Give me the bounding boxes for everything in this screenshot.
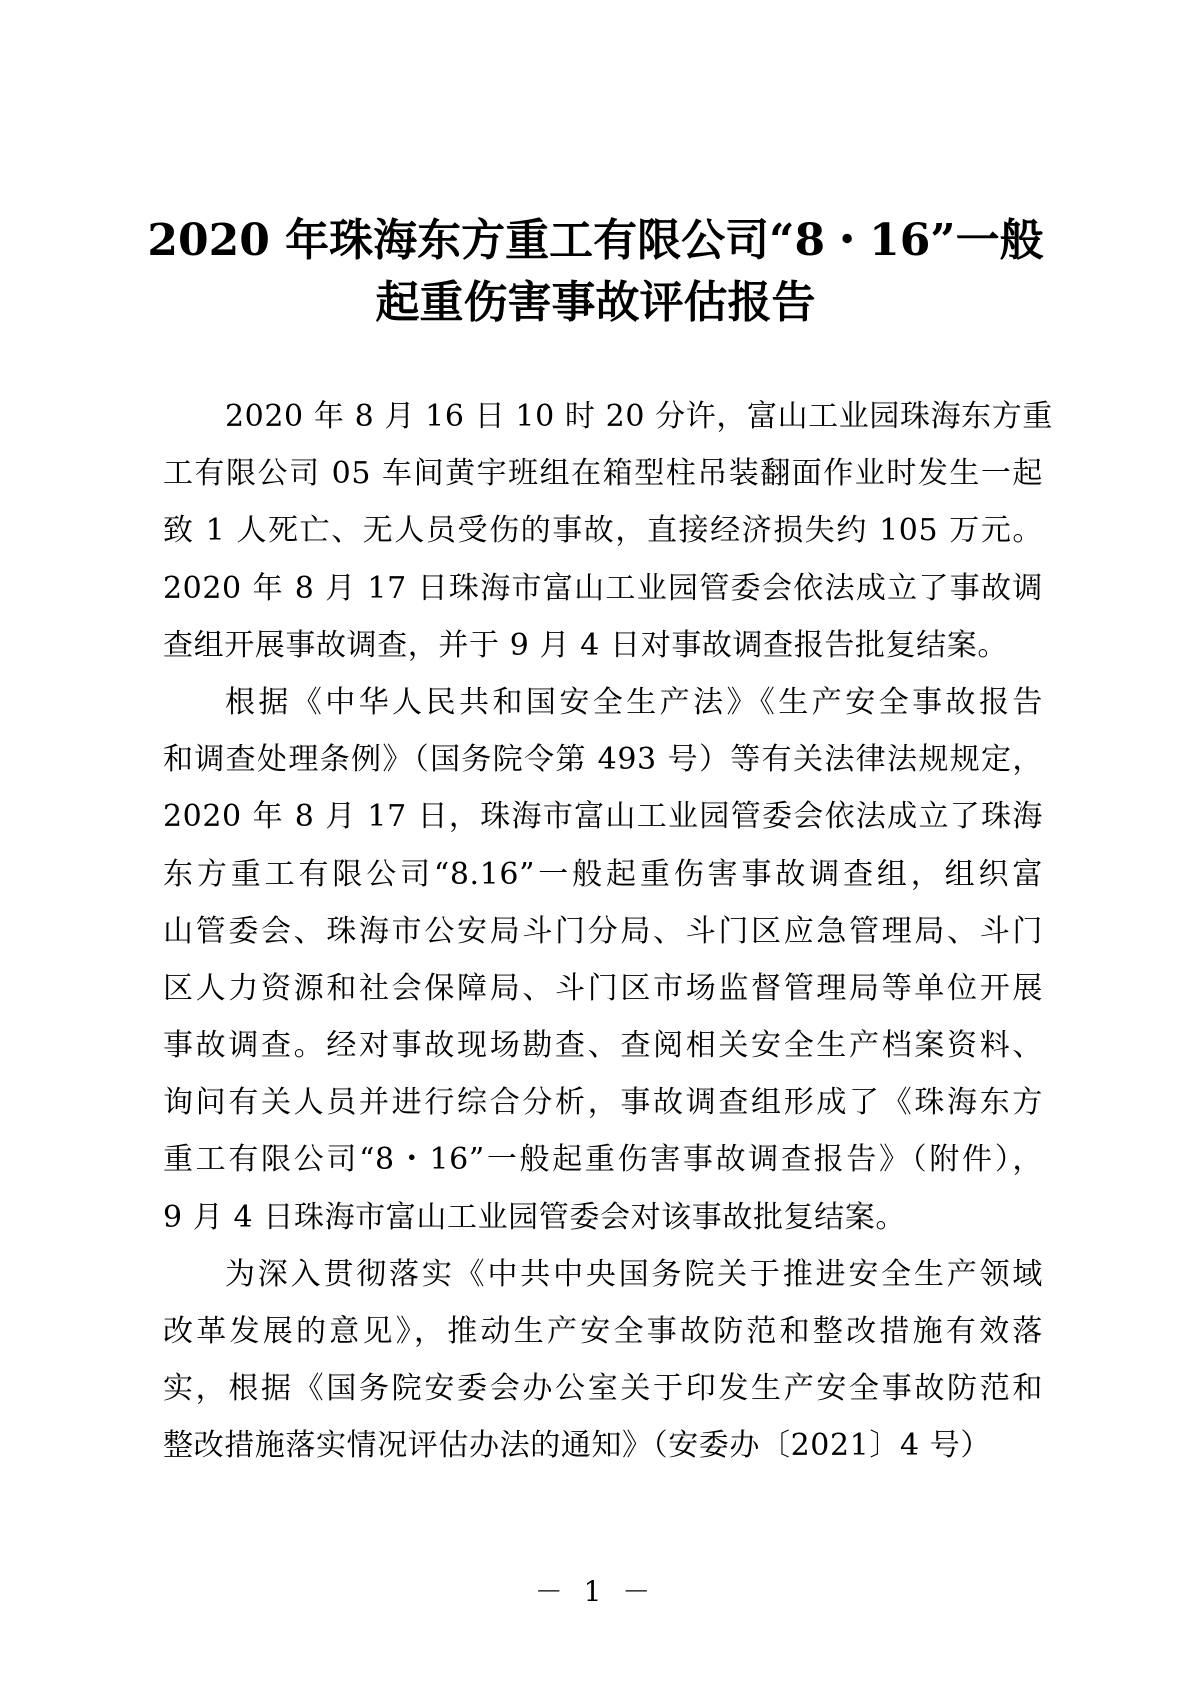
paragraph-1-line-5: 查组开展事故调查，并于 9 月 4 日对事故调查报告批复结案。 (163, 627, 1008, 663)
paragraph-2-line-5: 山管委会、珠海市公安局斗门分局、斗门区应急管理局、斗门 (163, 913, 1043, 949)
document-body (163, 388, 1053, 1475)
paragraph-1-line-3: 致 1 人死亡、无人员受伤的事故，直接经济损失约 105 万元。 (163, 513, 1043, 549)
paragraph-1-line-4: 2020 年 8 月 17 日珠海市富山工业园管委会依法成立了事故调 (163, 570, 1043, 606)
paragraph-1-line-1: 2020 年 8 月 16 日 10 时 20 分许，富山工业园珠海东方重 (225, 399, 1053, 434)
paragraph-2-line-4: 东方重工有限公司“8.16”一般起重伤害事故调查组，组织富 (163, 856, 1043, 892)
paragraph-3-line-3: 实，根据《国务院安委会办公室关于印发生产安全事故防范和 (163, 1371, 1043, 1407)
paragraph-2-line-10: 9 月 4 日珠海市富山工业园管委会对该事故批复结案。 (163, 1199, 906, 1235)
paragraph-2-line-7: 事故调查。经对事故现场勘查、查阅相关安全生产档案资料、 (163, 1028, 1043, 1064)
paragraph-2-line-1: 根据《中华人民共和国安全生产法》《生产安全事故报告 (225, 684, 1043, 720)
paragraph-2-line-2: 和调查处理条例》（国务院令第 493 号）等有关法律法规规定， (163, 742, 1043, 778)
page-number: － 1 － (534, 1575, 657, 1608)
paragraph-2-line-6: 区人力资源和社会保障局、斗门区市场监督管理局等单位开展 (163, 970, 1043, 1006)
paragraph-2-line-9: 重工有限公司“8・16”一般起重伤害事故调查报告》（附件）， (163, 1142, 1043, 1178)
title-line-1: 2020 年珠海东方重工有限公司“8・16”一般 (147, 215, 1044, 266)
page-title (120, 210, 1071, 334)
paragraph-1-line-2: 工有限公司 05 车间黄宇班组在箱型柱吊装翻面作业时发生一起 (163, 456, 1043, 492)
paragraph-3-line-1: 为深入贯彻落实《中共中央国务院关于推进安全生产领域 (225, 1256, 1043, 1292)
paragraph-2-line-8: 询问有关人员并进行综合分析，事故调查组形成了《珠海东方 (163, 1085, 1043, 1121)
paragraph-3-line-2: 改革发展的意见》，推动生产安全事故防范和整改措施有效落 (163, 1314, 1043, 1349)
paragraph-2-line-3: 2020 年 8 月 17 日，珠海市富山工业园管委会依法成立了珠海 (163, 799, 1043, 835)
title-line-2: 起重伤害事故评估报告 (375, 277, 816, 328)
paragraph-3-line-4: 整改措施落实情况评估办法的通知》（安委办〔2021〕4 号） (163, 1428, 991, 1464)
